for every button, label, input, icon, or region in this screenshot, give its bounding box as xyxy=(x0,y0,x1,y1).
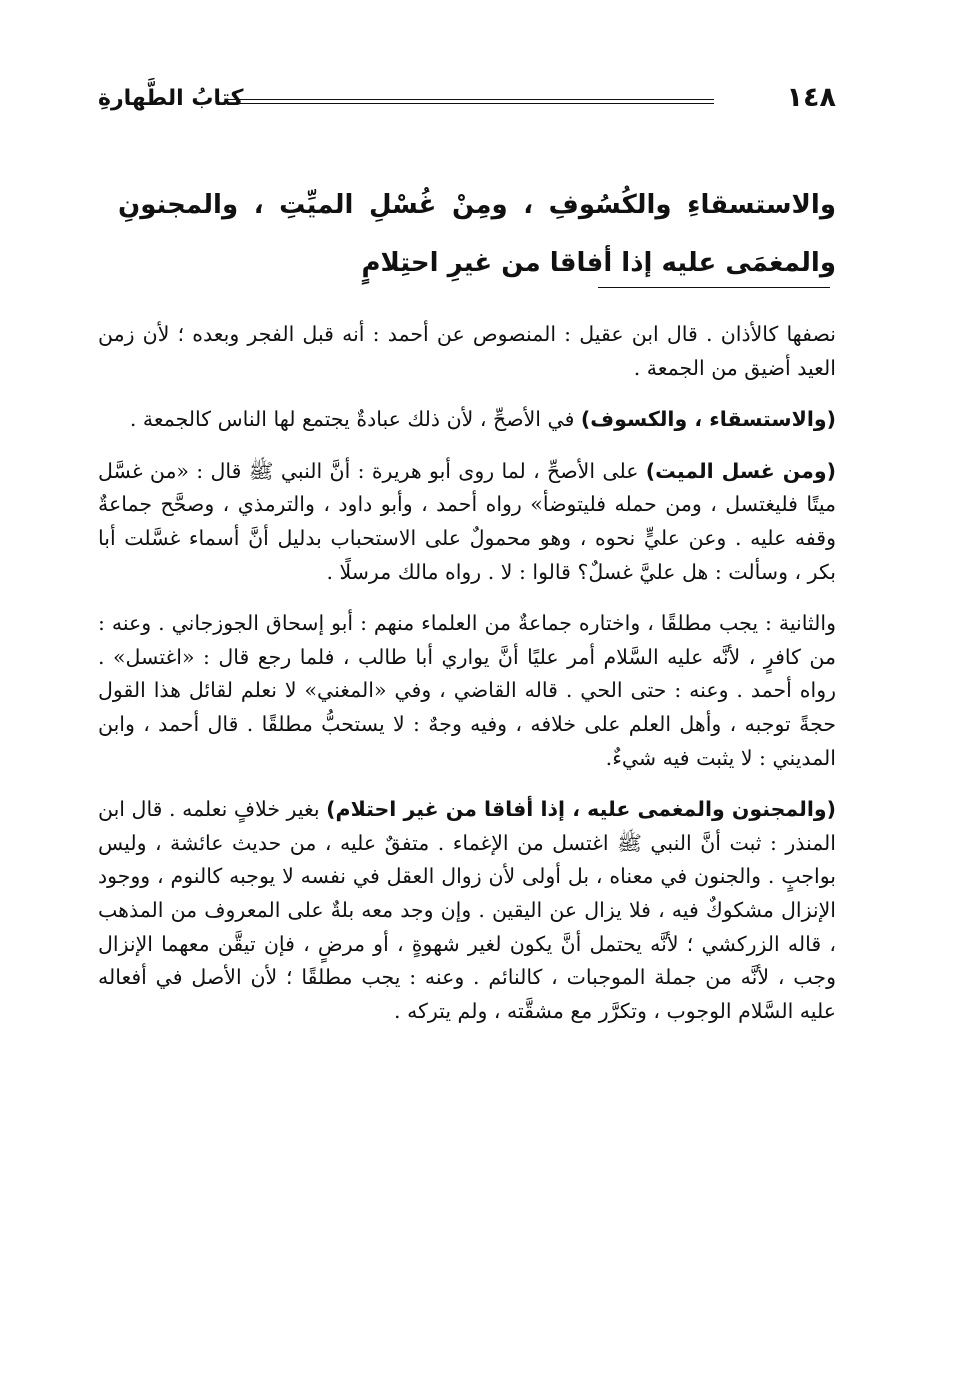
commentary-paragraph-3 xyxy=(98,455,836,589)
main-text: والاستسقاءِ والكُسُوفِ ، ومِنْ غُسْلِ الميِّتِ ، والمجنونِ والمغمَى عليه إذا أفاقا من غيرِ احتِلامٍ xyxy=(118,190,836,278)
page-number: ١٤٨ xyxy=(786,82,836,113)
paragraph-text: في الأصحِّ ، لأن ذلك عبادةٌ يجتمع لها الناس كالجمعة . xyxy=(129,407,581,432)
commentary-paragraph-1 xyxy=(98,318,836,385)
commentary xyxy=(98,318,836,1046)
commentary-paragraph-5 xyxy=(98,793,836,1028)
header-divider xyxy=(228,99,714,104)
footnote-separator xyxy=(598,287,830,288)
paragraph-text: نصفها كالأذان . قال ابن عقيل : المنصوص عن أحمد : أنه قبل الفجر وبعده ؛ لأن زمن العيد أضيق من الجمعة . xyxy=(98,322,836,380)
quoted-lemma: (والمجنون والمغمى عليه ، إذا أفاقا من غير احتلام) xyxy=(326,797,836,822)
paragraph-text: بغير خلافٍ نعلمه . قال ابن المنذر : ثبت أنَّ النبي ﷺ اغتسل من الإغماء . متفقٌ عليه ، من حديث عائشة ، وليس بواجبٍ . والجنون في معناه ، بل أولى لأن زوال العقل في نفسه لا يوجبه كالنوم ، ووجود الإنزال مشكوكٌ فيه ، فلا يزال عن اليقين . وإن وجد معه بلةٌ على المعروف من المذهب ، قاله الزركشي ؛ لأنَّه يحتمل أنَّ يكون لغير شهوةٍ ، أو مرضٍ ، فإن تيقَّن معهما الإنزال وجب ، لأنَّه من جملة الموجبات ، كالنائم . وعنه : يجب مطلقًا ؛ لأن الأصل في أفعاله عليه السَّلام الوجوب ، وتكرَّر مع مشقَّته ، ولم يتركه . xyxy=(98,797,836,1023)
commentary-paragraph-2 xyxy=(98,403,836,437)
paragraph-text: والثانية : يجب مطلقًا ، واختاره جماعةٌ من العلماء منهم : أبو إسحاق الجوزجاني . وعنه : من كافرٍ ، لأنَّه عليه السَّلام أمر عليًا أنَّ يواري أبا طالب ، فلما رجع قال : «اغتسل» . رواه أحمد . وعنه : حتى الحي . قاله القاضي ، وفي «المغني» لا نعلم لقائل هذا القول حجةً توجبه ، وأهل العلم على خلافه ، وفيه وجهٌ : لا يستحبُّ مطلقًا . قال أحمد ، وابن المديني : لا يثبت فيه شيءٌ. xyxy=(98,611,836,770)
paragraph-text: على الأصحِّ ، لما روى أبو هريرة : أنَّ النبي ﷺ قال : «من غسَّل ميتًا فليغتسل ، ومن حمله فليتوضأ» رواه أحمد ، وأبو داود ، والترمذي ، وصحَّح جماعةٌ وقفه عليه . وعن عليٍّ نحوه ، وهو محمولٌ على الاستحباب بدليل أنَّ أسماء غسَّلت أبا بكر ، وسألت : هل عليَّ غسلٌ؟ قالوا : لا . رواه مالك مرسلًا . xyxy=(98,458,836,584)
quoted-lemma: (ومن غسل الميت) xyxy=(645,458,836,483)
commentary-paragraph-4 xyxy=(98,607,836,775)
quoted-lemma: (والاستسقاء ، والكسوف) xyxy=(580,407,836,432)
running-title: كتابُ الطَّهارةِ xyxy=(98,86,244,111)
page-header xyxy=(98,82,836,122)
